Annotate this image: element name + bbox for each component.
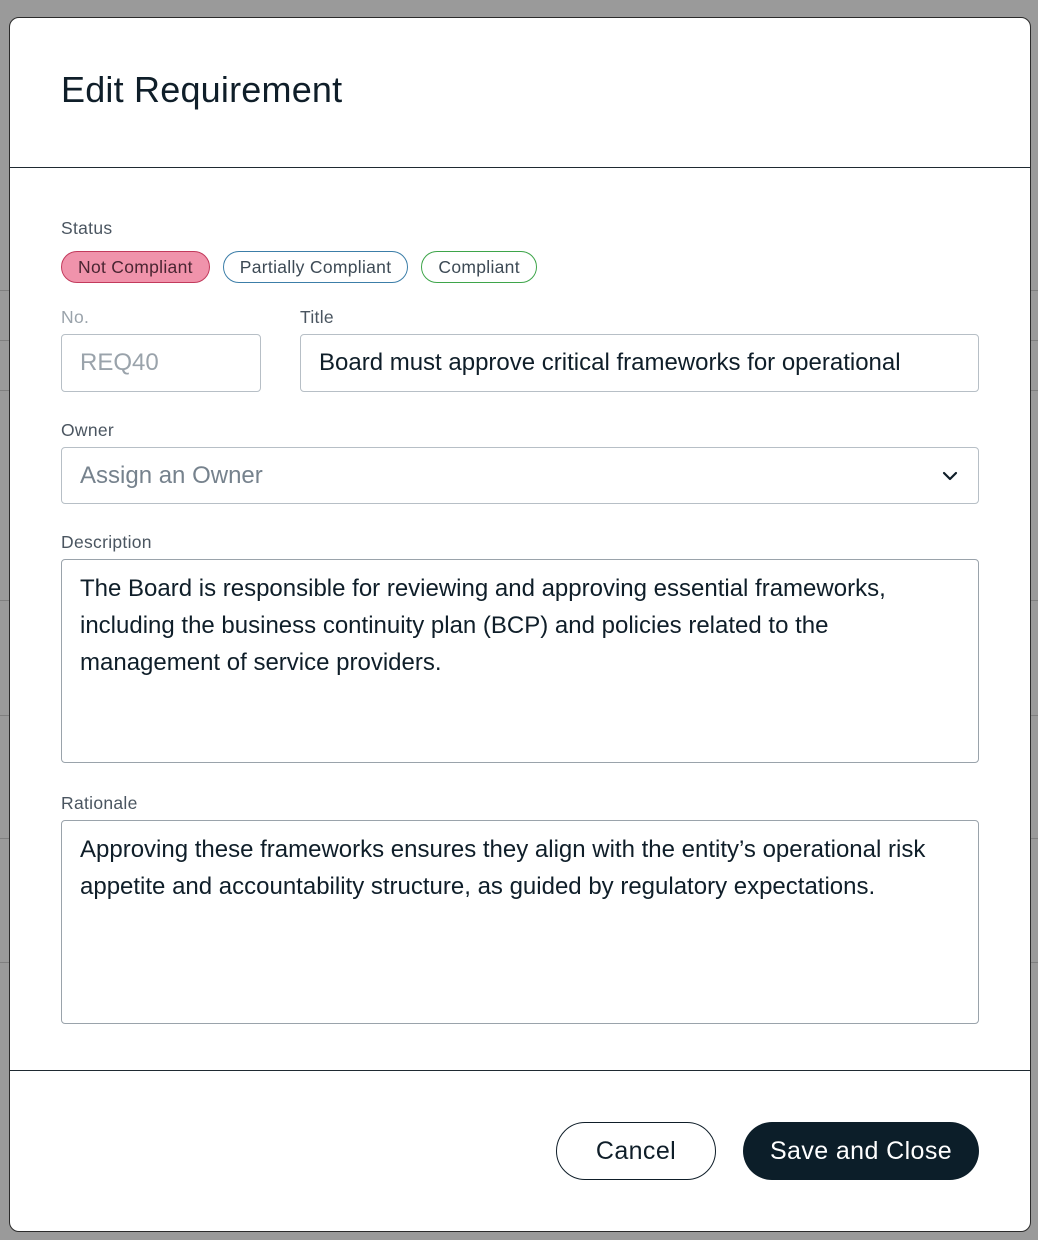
status-chip-compliant[interactable]: Compliant (421, 251, 536, 283)
save-and-close-button[interactable]: Save and Close (743, 1122, 979, 1180)
dialog-header (10, 18, 1030, 168)
cancel-button[interactable]: Cancel (556, 1122, 716, 1180)
status-chip-partially-compliant[interactable]: Partially Compliant (223, 251, 409, 283)
dialog-title: Edit Requirement (61, 69, 343, 110)
number-label: No. (61, 307, 90, 327)
owner-placeholder: Assign an Owner (80, 461, 263, 489)
chevron-down-icon (940, 466, 960, 486)
title-label: Title (300, 307, 334, 327)
number-field-group (61, 307, 261, 392)
edit-requirement-dialog (9, 17, 1031, 1232)
rationale-textarea[interactable]: Approving these frameworks ensures they align with the entity’s operational risk appetite and accountability structure, as guided by regulatory expectations. (61, 820, 979, 1024)
owner-field-group (61, 420, 979, 504)
dialog-body (10, 168, 1030, 1072)
description-field-group (61, 532, 979, 763)
title-field-group (300, 307, 979, 392)
status-options (61, 251, 979, 283)
rationale-field-group (61, 793, 979, 1024)
title-input[interactable]: Board must approve critical frameworks for operational (300, 334, 979, 392)
owner-select[interactable] (61, 447, 979, 504)
number-input: REQ40 (61, 334, 261, 392)
owner-label: Owner (61, 420, 115, 440)
number-title-row (61, 307, 979, 392)
status-label: Status (61, 218, 113, 238)
status-chip-not-compliant[interactable]: Not Compliant (61, 251, 210, 283)
description-textarea[interactable]: The Board is responsible for reviewing and approving essential frameworks, including the business continuity plan (BCP) and policies related to the management of service providers. (61, 559, 979, 763)
description-label: Description (61, 532, 152, 552)
dialog-footer (10, 1070, 1030, 1231)
rationale-label: Rationale (61, 793, 138, 813)
